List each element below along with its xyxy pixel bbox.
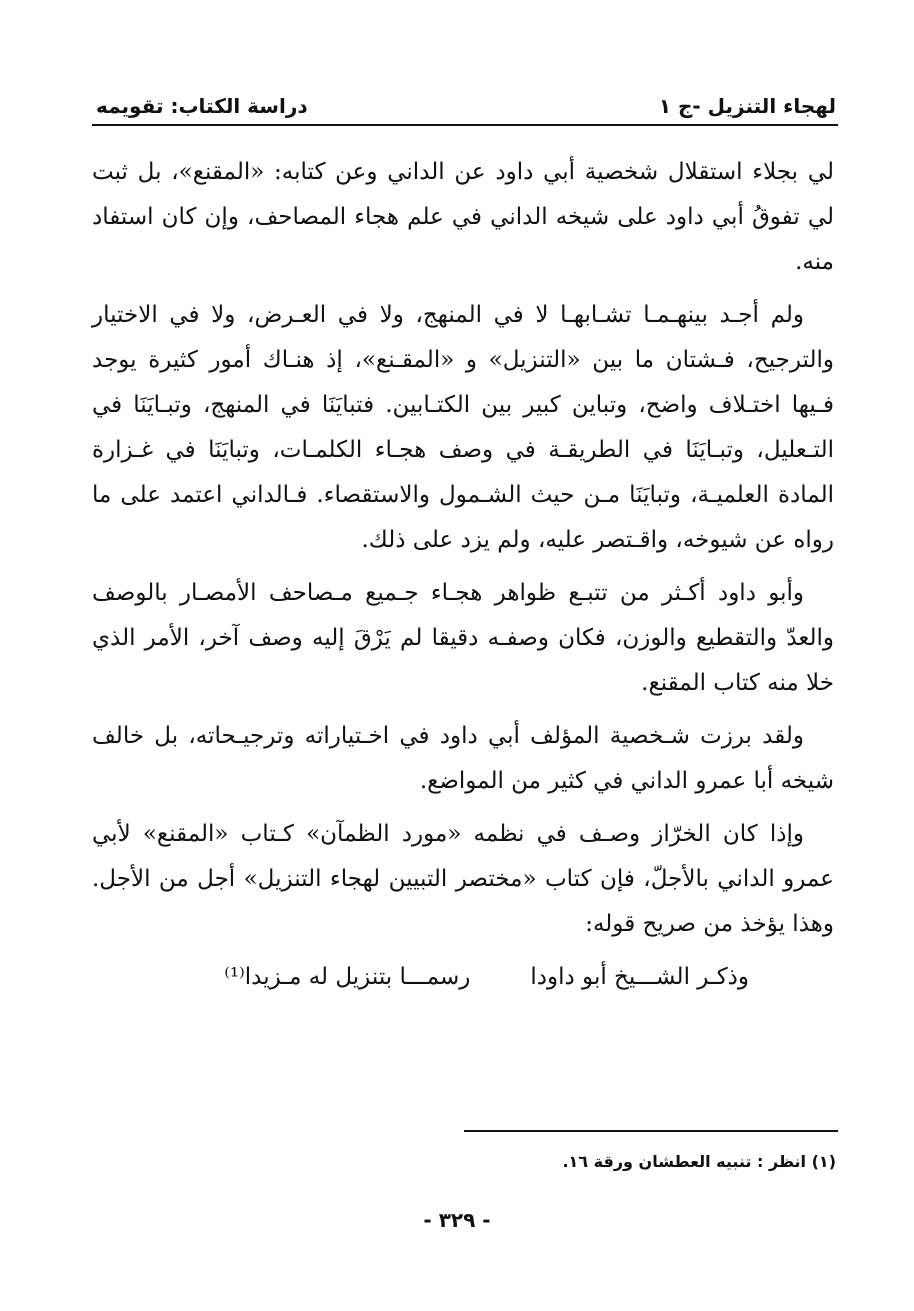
running-header [96,78,836,118]
verse-second-hemistich: رسمـــا بتنزيل له مـزيدا⁽¹⁾ [224,964,471,990]
header-chapter-title: دراسة الكتاب: تقويمه [96,94,308,118]
paragraph: ولم أجـد بينهـمـا تشـابهـا لا في المنهج، ولا في العـرض، ولا في الاختيار والترجيح، فـشتان ما بين «التنزيل» و «المقـنع»، إذ هنـاك أمور كثيرة يوجد فـيها اختـلاف واضح، وتباين كبير بين الكتـابين. فتبايَنَا في المنهج، وتبـايَنَا في التـعليل، وتبـايَنَا في الطريقـة في وصف هجـاء الكلمـات، وتبايَنَا في غـزارة المادة العلميـة، وتبايَنَا مـن حيث الشـمول والاستقصاء. فـالداني اعتمد على ما رواه عن شيوخه، واقـتصر عليه، ولم يزد على ذلك. [92,302,834,553]
footnote-divider [464,1130,838,1132]
header-divider [92,124,838,126]
page-number: - ٣٢٩ - [423,1208,491,1232]
paragraph: لي بجلاء استقلال شخصية أبي داود عن الداني وعن كتابه: «المقنع»، بل ثبت لي تفوقُ أبي داود على شيخه الداني في علم هجاء المصاحف، وإن كان استفاد منه. [92,159,835,275]
poetry-verse [92,955,834,1000]
verse-first-hemistich: وذكـر الشـــيخ أبو داودا [530,964,749,990]
body-text [92,150,834,1000]
paragraph: وإذا كان الخرّاز وصـف في نظمه «مورد الظمآن» كـتاب «المقنع» لأبي عمرو الداني بالأجلّ، فإن كتاب «مختصر التبيين لهجاء التنزيل» أجل من الأجل. وهذا يؤخذ من صريح قوله: [92,821,834,937]
paragraph: ولقد برزت شـخصية المؤلف أبي داود في اخـتياراته وترجيـحاته، بل خالف شيخه أبا عمرو الداني في كثير من المواضع. [92,723,834,794]
footnote: (١) انظر : تنبيه العطشان ورقة ١٦. [562,1152,836,1171]
header-book-title: لهجاء التنزيل -ج ١ [658,94,836,118]
paragraph: وأبو داود أكـثر من تتبـع ظواهر هجـاء جـميع مـصاحف الأمصـار بالوصف والعدّ والتقطيع والوزن، فكان وصفـه دقيقا لم يَرْقَ إليه وصف آخر، الأمر الذي خلا منه كتاب المقنع. [92,580,834,696]
